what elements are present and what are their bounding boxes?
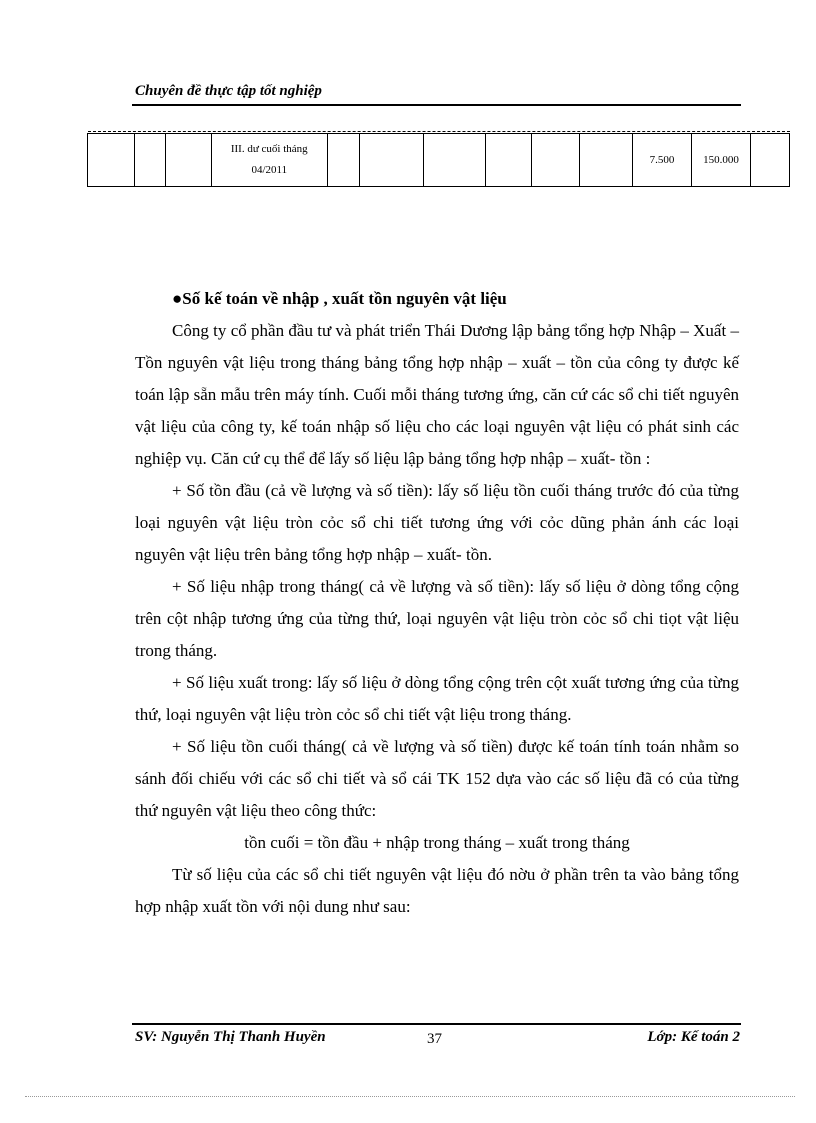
formula: tồn cuối = tồn đầu + nhập trong tháng – xuất trong tháng xyxy=(244,833,630,852)
ending-amount-cell: 150.000 xyxy=(692,134,750,187)
table-cell xyxy=(485,134,531,187)
running-header-title: Chuyên đề thực tập tốt nghiệp xyxy=(135,83,322,99)
footer-rule xyxy=(132,1023,741,1025)
table-cell xyxy=(135,134,165,187)
bullet-icon: ● xyxy=(172,289,183,308)
footer-page-number: 37 xyxy=(427,1031,442,1047)
paragraph-receipts: + Số liệu nhập trong tháng( cả về lượng và số tiền): lấy số liệu ở dòng tổng cộng trên cột nhập tương ứng của từng thứ, loại nguyên vật liệu tròn cỏc sổ chi tiọt vật liệu trong tháng. xyxy=(135,577,739,660)
table-cell xyxy=(327,134,359,187)
table-cell xyxy=(532,134,580,187)
paragraph-issues: + Số liệu xuất trong: lấy số liệu ở dòng tổng cộng trên cột xuất tương ứng của từng thứ, loại nguyên vật liệu tròn cỏc sổ chi tiết vật liệu trong tháng. xyxy=(135,673,739,724)
row-label-cell xyxy=(211,134,327,187)
table-cell xyxy=(165,134,211,187)
paragraph-intro: Công ty cổ phần đầu tư và phát triển Thái Dương lập bảng tổng hợp Nhập – Xuất – Tồn nguyên vật liệu trong tháng bảng tổng hợp nhập – xuất – tồn của công ty được kế toán lập sẵn mẫu trên máy tính. Cuối mỗi tháng tương ứng, căn cứ các sổ chi tiết nguyên vật liệu của công ty, kế toán nhập số liệu cho các loại nguyên vật liệu có phát sinh các nghiệp vụ. Căn cứ cụ thể để lấy số liệu lập bảng tổng hợp nhập – xuất- tồn : xyxy=(135,321,739,468)
page-edge-divider xyxy=(25,1096,795,1097)
table-cell xyxy=(750,134,789,187)
row-label-line1: III. dư cuối tháng xyxy=(230,143,308,155)
table-top-dashed-line xyxy=(88,131,790,132)
paragraph-closing: Từ số liệu của các sổ chi tiết nguyên vật liệu đó nờu ở phần trên ta vào bảng tổng hợp nhập xuất tồn với nội dung như sau: xyxy=(135,865,739,916)
row-label-line2: 04/2011 xyxy=(251,164,288,176)
table-cell xyxy=(359,134,423,187)
section-heading: ●Số kế toán về nhập , xuất tồn nguyên vật liệu xyxy=(172,289,507,308)
inventory-ledger-table xyxy=(87,133,790,187)
table-bottom-dashed-line xyxy=(88,186,790,187)
paragraph-opening-balance: + Số tồn đầu (cả về lượng và số tiền): lấy số liệu tồn cuối tháng trước đó của từng loại nguyên vật liệu tròn cỏc sổ chi tiết tương ứng với cỏc dũng phản ánh các loại nguyên vật liệu trên bảng tổng hợp nhập – xuất- tồn. xyxy=(135,481,739,564)
footer-class: Lớp: Kế toán 2 xyxy=(647,1029,740,1045)
footer-student-name: SV: Nguyễn Thị Thanh Huyền xyxy=(135,1029,326,1045)
header-rule xyxy=(132,104,741,106)
ending-quantity-cell: 7.500 xyxy=(632,134,691,187)
paragraph-closing-balance: + Số liệu tồn cuối tháng( cả về lượng và số tiền) được kế toán tính toán nhằm so sánh đối chiếu với các sổ chi tiết và sổ cái TK 152 dựa vào các số liệu đã có của từng thứ nguyên vật liệu theo công thức: xyxy=(135,737,739,820)
table-cell xyxy=(424,134,485,187)
table-cell xyxy=(88,134,135,187)
table-cell xyxy=(580,134,632,187)
table-row xyxy=(88,134,790,187)
document-body xyxy=(135,283,739,923)
